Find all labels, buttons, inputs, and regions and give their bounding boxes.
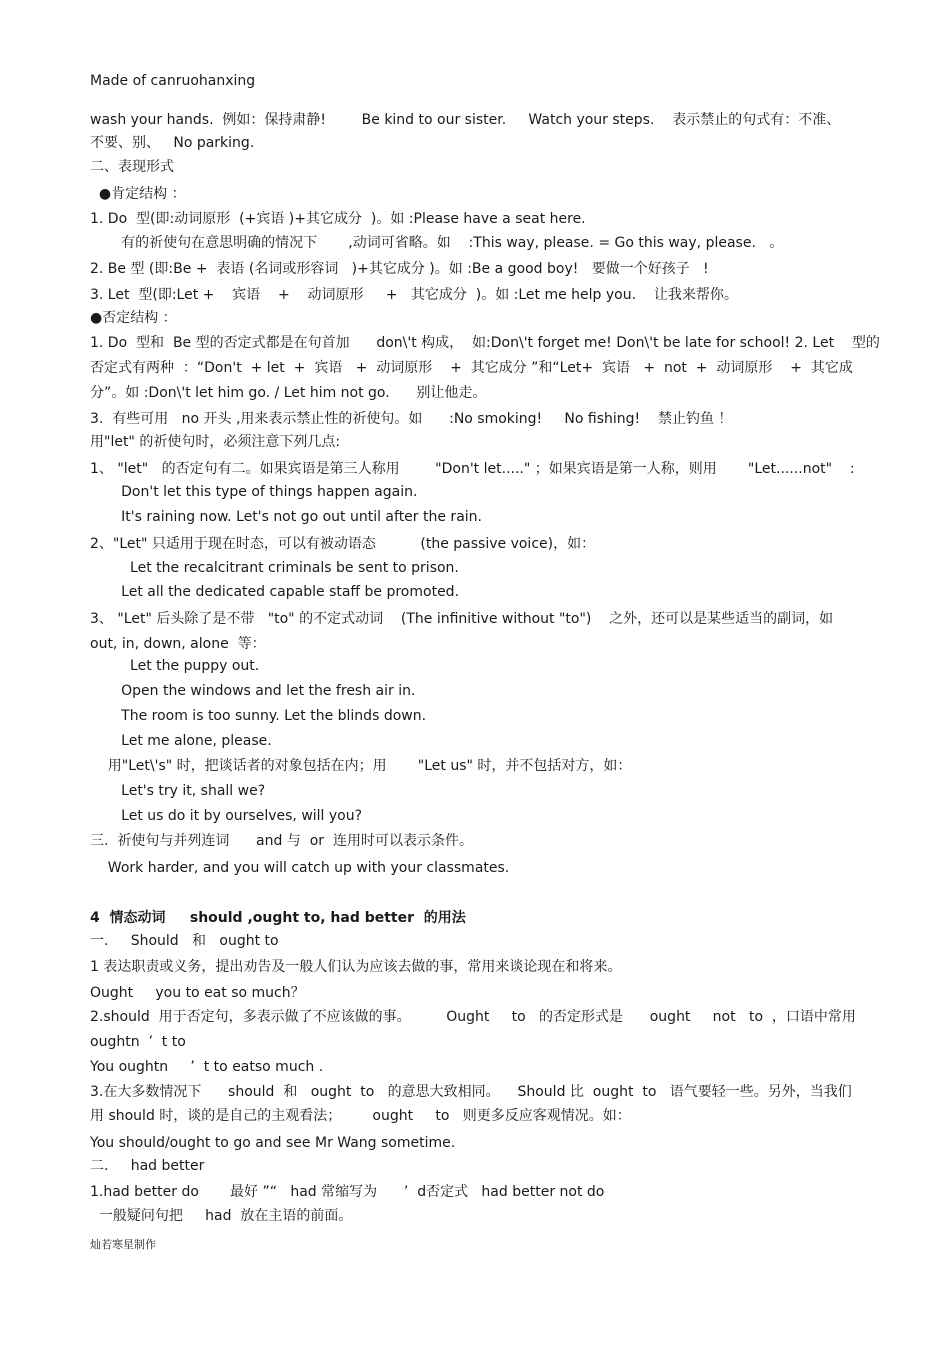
- body-line-18: 2、"Let" 只适用于现在时态，可以有被动语态 (the passive voice)，如：: [90, 536, 596, 552]
- body-line-13: 3. 有些可用 no 开头 ,用来表示禁止性的祈使句。如 :No smoking! No fishing! 禁止钓鱼 ！: [90, 411, 733, 427]
- body-line-3: 二、表现形式: [90, 159, 174, 175]
- body-line-9: ●否定结构 ：: [90, 310, 177, 326]
- body-line-26: Let me alone, please.: [90, 733, 272, 749]
- body-line-30: 三. 祈使句与并列连词 and 与 or 连用时可以表示条件。: [90, 833, 473, 849]
- body-line-37: oughtn ’ t to: [90, 1034, 186, 1050]
- body-line-21: 3、 "Let" 后头除了是不带 "to" 的不定式动词 (The infinitive without "to") 之外，还可以是某些适当的副词，如: [90, 611, 834, 627]
- body-line-7: 2. Be 型 (即:Be + 表语 (名词或形容词 )+其它成分 )。如 :Be a good boy! 要做一个好孩子 !: [90, 261, 709, 277]
- body-line-41: You should/ought to go and see Mr Wang sometime.: [90, 1135, 456, 1151]
- body-line-38: You oughtn ’ t to eatso much .: [90, 1059, 324, 1075]
- body-line-25: The room is too sunny. Let the blinds down.: [90, 708, 427, 724]
- body-line-1: wash your hands. 例如：保持肃静! Be kind to our sister. Watch your steps. 表示禁止的句式有：不准、: [90, 112, 841, 128]
- body-line-23: Let the puppy out.: [90, 658, 260, 674]
- body-line-19: Let the recalcitrant criminals be sent to prison.: [90, 560, 459, 576]
- body-line-10: 1. Do 型和 Be 型的否定式都是在句首加 don\'t 构成， 如:Don\'t forget me! Don\'t be late for school! 2. Let 型的: [90, 335, 880, 351]
- body-line-5: 1. Do 型(即:动词原形 (+宾语 )+其它成分 )。如 :Please have a seat here.: [90, 211, 586, 227]
- body-line-4: ●肯定结构 ：: [90, 186, 186, 202]
- body-line-42: 二. had better: [90, 1158, 205, 1174]
- body-line-39: 3.在大多数情况下 should 和 ought to 的意思大致相同。 Should 比 ought to 语气要轻一些。另外，当我们: [90, 1084, 852, 1100]
- body-line-31: Work harder, and you will catch up with your classmates.: [90, 860, 510, 876]
- body-line-40: 用 should 时，谈的是自己的主观看法； ought to 则更多反应客观情况。如：: [90, 1108, 631, 1124]
- body-line-36: 2.should 用于否定句，多表示做了不应该做的事。 Ought to 的否定形式是 ought not to ，口语中常用: [90, 1009, 856, 1025]
- section-heading-modal-verbs: 4 情态动词 should ,ought to, had better 的用法: [90, 910, 466, 926]
- body-line-34: 1 表达职责或义务，提出劝告及一般人们认为应该去做的事，常用来谈论现在和将来。: [90, 959, 622, 975]
- body-line-12: 分”。如 :Don\'t let him go. / Let him not go. 别让他走。: [90, 385, 487, 401]
- body-line-22: out, in, down, alone 等：: [90, 636, 266, 652]
- body-line-11: 否定式有两种 ：“Don't + let + 宾语 + 动词原形 + 其它成分 ”和“Let+ 宾语 + not + 动词原形 + 其它成: [90, 360, 853, 376]
- body-line-44: 一般疑问句把 had 放在主语的前面。: [90, 1208, 353, 1224]
- page-footer: 灿若寒星制作: [90, 1238, 156, 1251]
- body-line-8: 3. Let 型(即:Let + 宾语 + 动词原形 + 其它成分 )。如 :Let me help you. 让我来帮你。: [90, 287, 738, 303]
- body-line-33: 一. Should 和 ought to: [90, 933, 279, 949]
- body-line-2: 不要、别、 No parking.: [90, 135, 255, 151]
- body-line-15: 1、 "let" 的否定句有二。如果宾语是第三人称用 "Don't let....." ；如果宾语是第一人称，则用 "Let......not" :: [90, 461, 855, 477]
- body-line-24: Open the windows and let the fresh air in.: [90, 683, 416, 699]
- page-header: Made of canruohanxing: [90, 73, 256, 89]
- body-line-14: 用"let" 的祈使句时，必须注意下列几点:: [90, 434, 341, 450]
- body-line-16: Don't let this type of things happen again.: [90, 484, 418, 500]
- body-line-20: Let all the dedicated capable staff be promoted.: [90, 584, 460, 600]
- body-line-6: 有的祈使句在意思明确的情况下 ,动词可省略。如 :This way, please. = Go this way, please. 。: [90, 235, 784, 251]
- body-line-27: 用"Let\'s" 时，把谈话者的对象包括在内；用 "Let us" 时，并不包括对方，如：: [90, 758, 632, 774]
- body-line-43: 1.had better do 最好 ”“ had 常缩写为 ’ d否定式 had better not do: [90, 1184, 605, 1200]
- body-line-35: Ought you to eat so much？: [90, 985, 305, 1001]
- body-line-17: It's raining now. Let's not go out until after the rain.: [90, 509, 482, 525]
- body-line-28: Let's try it, shall we?: [90, 783, 266, 799]
- body-line-29: Let us do it by ourselves, will you?: [90, 808, 363, 824]
